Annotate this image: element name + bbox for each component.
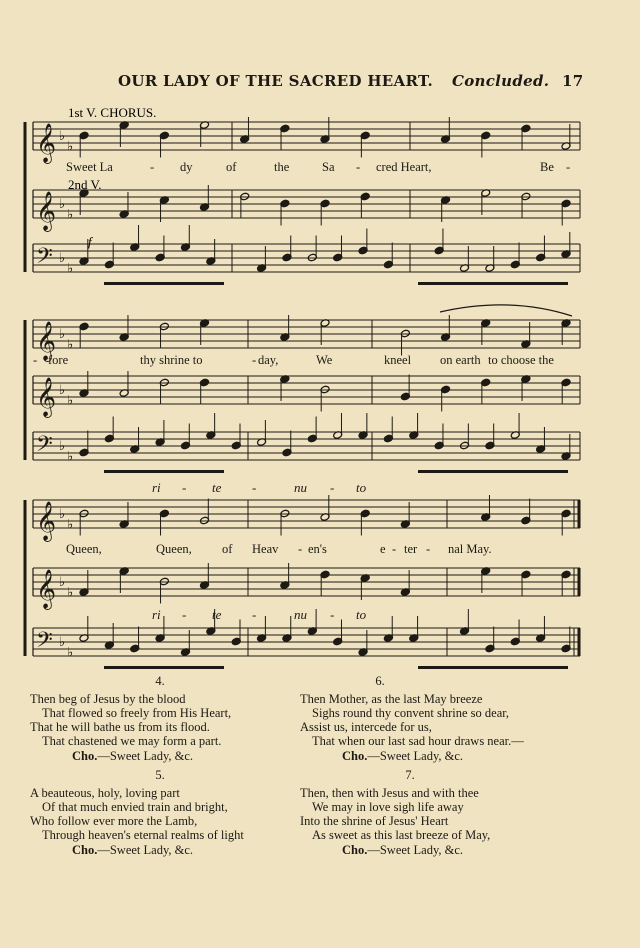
lyric-syllable: -	[356, 160, 361, 174]
lyric-syllable: Sa	[322, 160, 335, 174]
key-signature-flat: ♭	[59, 439, 66, 454]
verse-line: Sighs round thy convent shrine so dear,	[312, 706, 510, 720]
key-signature-flat: ♭	[59, 635, 66, 650]
lyric-syllable: of	[222, 542, 233, 556]
ritenuto-syllable: nu	[294, 480, 307, 495]
verse-number: 7.	[405, 768, 415, 782]
treble-clef: 𝄞	[36, 321, 57, 361]
ritenuto-bottom	[152, 607, 367, 622]
chorus-reference: Cho.—Sweet Lady, &c.	[342, 749, 464, 763]
ritenuto-syllable: -	[252, 607, 257, 622]
verse-line: Of that much envied train and bright,	[42, 800, 228, 814]
verse-line: Then Mother, as the last May breeze	[300, 692, 483, 706]
verse-line: Then beg of Jesus by the blood	[30, 692, 186, 706]
key-signature-flat: ♭	[59, 129, 66, 144]
verse-line: That flowed so freely from His Heart,	[42, 706, 232, 720]
system2-lyrics	[33, 353, 554, 367]
dynamic-forte: f	[88, 234, 92, 249]
bass-clef: 𝄢	[36, 244, 53, 274]
verse-number: 5.	[155, 768, 165, 782]
lyric-syllable: Heav	[252, 542, 279, 556]
key-signature-flat: ♭	[59, 575, 66, 590]
lyric-syllable: Sweet La	[66, 160, 113, 174]
verse-line: Through heaven's eternal realms of light	[42, 828, 244, 842]
key-signature-flat: ♭	[67, 261, 74, 277]
staff-lines	[25, 122, 580, 661]
ritenuto-syllable: te	[212, 480, 222, 495]
verse-line: Who follow ever more the Lamb,	[30, 814, 198, 828]
lyric-syllable: the	[274, 160, 290, 174]
ritenuto-syllable: te	[212, 607, 222, 622]
key-signature-flat: ♭	[67, 645, 74, 661]
lyric-syllable: thy shrine to	[140, 353, 203, 367]
verse-line: As sweet as this last breeze of May,	[312, 828, 491, 842]
lyric-syllable: on earth	[440, 353, 481, 367]
lyric-syllable: Queen,	[66, 542, 102, 556]
lyric-syllable: cred Heart,	[376, 160, 432, 174]
page-number: 17	[562, 72, 584, 90]
lyric-syllable: kneel	[384, 353, 412, 367]
lyric-syllable: Be	[540, 160, 554, 174]
verse-line: That when our last sad hour draws near.—	[312, 734, 524, 748]
bass-clef: 𝄢	[36, 628, 53, 658]
chorus-reference: Cho.—Sweet Lady, &c.	[342, 843, 464, 857]
score-text	[68, 105, 156, 249]
beam	[418, 470, 568, 473]
lyric-syllable: en's	[308, 542, 327, 556]
lyric-syllable: to choose the	[488, 353, 554, 367]
ritenuto-syllable: -	[182, 607, 187, 622]
verse-line: That he will bathe us from its flood.	[30, 720, 210, 734]
second-verse-label: 2nd V.	[68, 177, 102, 192]
beam	[418, 282, 568, 285]
lyric-syllable: Queen,	[156, 542, 192, 556]
chorus-reference: Cho.—Sweet Lady, &c.	[72, 749, 194, 763]
key-signature-flat: ♭	[59, 507, 66, 522]
ritenuto-syllable: ri	[152, 480, 161, 495]
verse-line: Into the shrine of Jesus' Heart	[300, 814, 449, 828]
system1-lyrics	[66, 160, 570, 174]
ritenuto-syllable: ri	[152, 607, 161, 622]
key-signature-flat: ♭	[67, 517, 74, 533]
hymn-title: OUR LADY OF THE SACRED HEART.	[118, 72, 434, 90]
key-signature-flat: ♭	[67, 139, 74, 155]
lyric-syllable: -	[150, 160, 155, 174]
concluded-label: Concluded.	[452, 72, 550, 90]
key-signature-flat: ♭	[59, 251, 66, 266]
ritenuto-syllable: -	[330, 480, 335, 495]
ritenuto-syllable: to	[356, 607, 367, 622]
ritenuto-syllable: nu	[294, 607, 307, 622]
lyric-syllable: -	[33, 353, 38, 367]
lyric-syllable: -	[392, 542, 397, 556]
system3-lyrics	[66, 542, 492, 556]
key-signature-flat: ♭	[67, 207, 74, 223]
key-signature-flat: ♭	[67, 393, 74, 409]
verse-number: 6.	[375, 674, 385, 688]
lyric-syllable: of	[226, 160, 237, 174]
bass-clef: 𝄢	[36, 432, 53, 462]
lyric-syllable: -	[252, 353, 257, 367]
lyric-syllable: -	[298, 542, 303, 556]
verse-line: That chastened we may form a part.	[42, 734, 222, 748]
lyric-syllable: -	[426, 542, 431, 556]
lyric-syllable: e	[380, 542, 386, 556]
treble-clef: 𝄞	[36, 569, 57, 609]
notes	[79, 117, 572, 669]
lyric-syllable: day,	[258, 353, 279, 367]
verse-line: We may in love sigh life away	[312, 800, 464, 814]
lyric-syllable: fore	[48, 353, 69, 367]
ritenuto-top	[152, 480, 367, 495]
key-signature-flat: ♭	[67, 585, 74, 601]
treble-clef: 𝄞	[36, 191, 57, 231]
beam	[104, 470, 224, 473]
beam	[104, 282, 224, 285]
first-verse-chorus-label: 1st V. CHORUS.	[68, 105, 157, 120]
ritenuto-syllable: -	[182, 480, 187, 495]
beam	[104, 666, 224, 669]
verse-line: Then, then with Jesus and with thee	[300, 786, 479, 800]
key-signature-flat: ♭	[59, 197, 66, 212]
treble-clef: 𝄞	[36, 377, 57, 417]
lyric-syllable: We	[316, 353, 333, 367]
slur	[440, 305, 572, 316]
chorus-reference: Cho.—Sweet Lady, &c.	[72, 843, 194, 857]
key-signature-flat: ♭	[67, 337, 74, 353]
verse-number: 4.	[155, 674, 165, 688]
key-signature-flat: ♭	[67, 449, 74, 465]
treble-clef: 𝄞	[36, 501, 57, 541]
ritenuto-syllable: -	[252, 480, 257, 495]
lyric-syllable: -	[566, 160, 571, 174]
lyric-syllable: dy	[180, 160, 193, 174]
key-signature-flat: ♭	[59, 383, 66, 398]
verse-line: A beauteous, holy, loving part	[30, 786, 180, 800]
key-signature-flat: ♭	[59, 327, 66, 342]
lyric-syllable: nal May.	[448, 542, 492, 556]
verses	[0, 674, 640, 894]
lyric-syllable: ter	[404, 542, 418, 556]
beam	[418, 666, 568, 669]
treble-clef: 𝄞	[36, 123, 57, 163]
ritenuto-syllable: -	[330, 607, 335, 622]
ritenuto-syllable: to	[356, 480, 367, 495]
verse-line: Assist us, intercede for us,	[300, 720, 432, 734]
